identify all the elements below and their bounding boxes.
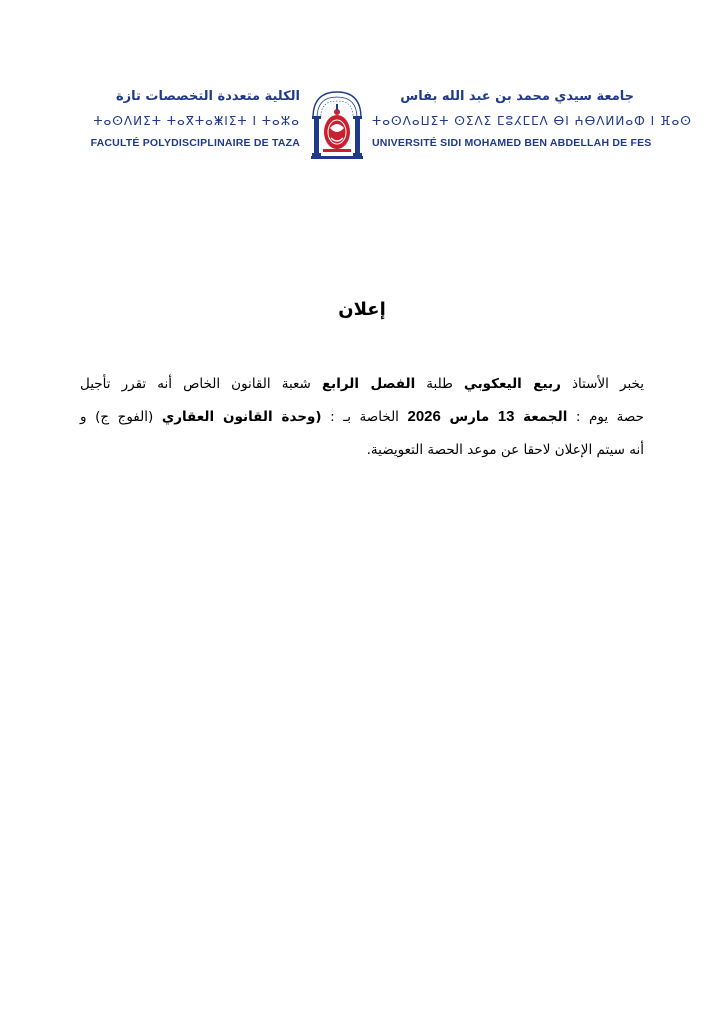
line2-part2: الخاصة بـ : <box>321 409 408 425</box>
announcement-title: إعلان <box>338 299 386 320</box>
university-name-block <box>372 88 692 150</box>
group-name: (الفوج ج) و <box>80 409 162 425</box>
faculty-name-tifinagh: ⵜⴰⵙⴷⵍⵉⵜ ⵜⴰⴳⵜⴰⵥⵏⵉⵜ ⵏ ⵜⴰⵣⴰ <box>93 114 300 128</box>
line1-part2: طلبة <box>415 376 464 392</box>
line1-part3: شعبة القانون الخاص أنه تقرر تأجيل <box>80 376 322 392</box>
session-month: مارس <box>449 409 490 425</box>
session-day-number: 13 <box>497 408 515 425</box>
faculty-name-block <box>58 88 300 150</box>
professor-name: ربيع اليعكوبي <box>463 376 561 392</box>
session-day: الجمعة <box>523 409 568 425</box>
faculty-name-french: FACULTÉ POLYDISCIPLINAIRE DE TAZA <box>90 137 300 149</box>
line1-part1: يخبر الأستاذ <box>560 376 644 392</box>
faculty-name-arabic: الكلية متعددة التخصصات تازة <box>115 89 300 104</box>
announcement-line-3: أنه سيتم الإعلان لاحقا عن موعد الحصة التعويضية. <box>366 442 644 458</box>
announcement-line-2 <box>80 405 644 429</box>
university-name-french: UNIVERSITÉ SIDI MOHAMED BEN ABDELLAH DE FES <box>372 137 652 149</box>
module-name: (وحدة القانون العقاري <box>161 409 322 425</box>
university-name-tifinagh: ⵜⴰⵙⴷⴰⵡⵉⵜ ⵙⵉⴷⵉ ⵎⵓⵃⵎⵎⴷ ⴱⵏ ⵄⴱⴷⵍⵍⴰⵀ ⵏ ⴼⴰⵙ <box>372 114 692 128</box>
announcement-line-1 <box>80 372 644 396</box>
session-year: 2026 <box>407 408 441 425</box>
university-emblem-icon <box>309 88 365 164</box>
university-name-arabic: جامعة سيدي محمد بن عبد الله بفاس <box>400 89 634 104</box>
semester: الفصل الرابع <box>321 376 416 392</box>
line2-part1: حصة يوم : <box>567 409 644 425</box>
announcement-body <box>80 372 644 471</box>
